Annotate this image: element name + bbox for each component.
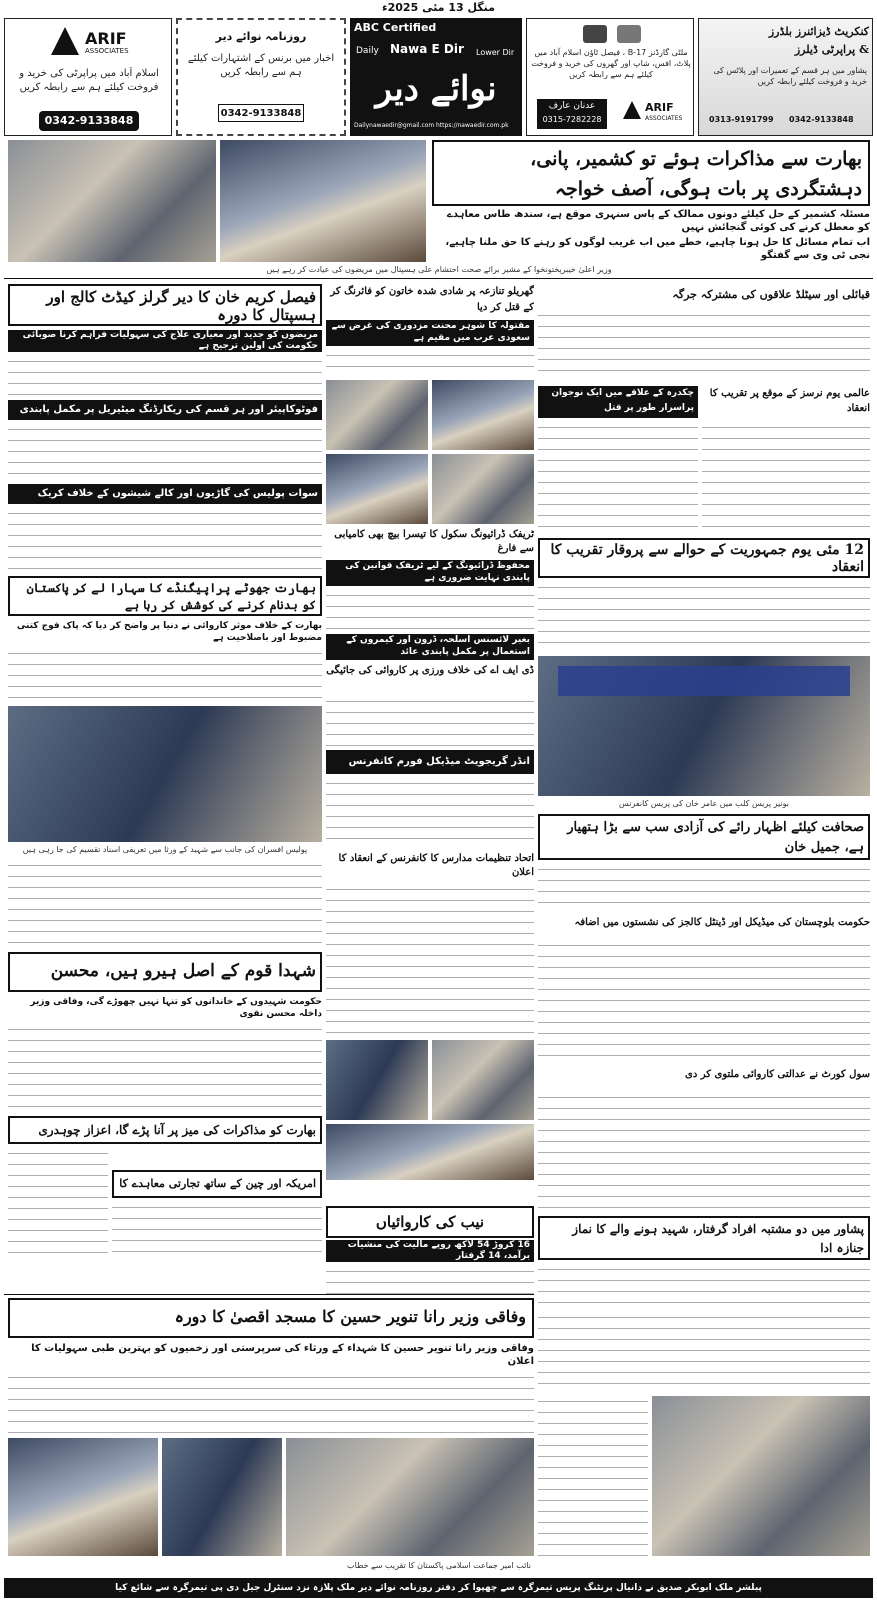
article-medical-body [326,778,534,848]
article-nasheed-body [702,422,870,532]
arif-phone: 0342-9133848 [39,111,139,131]
masthead-name-en: Nawa E Dir [390,42,464,56]
headline-wazir-sub: وفاقی وزیر رانا تنویر حسین کا شہداء کے ورثاء کی سرپرستی اور زخمیوں کو بہترین طبی سہولیات کا اعلان [31,1343,534,1367]
police-photo [8,706,322,842]
headline-america: امریکہ اور چین کے ساتھ تجارتی معاہدے کا [112,1170,322,1198]
ceremony-photo-2 [432,1040,534,1120]
bottom-photo-2 [162,1438,282,1556]
builders-phone2: 0342-9133848 [789,115,854,124]
headline-nab-sub: 16 کروڑ 54 لاکھ روپے مالیت کی منشیات برآمد، 14 گرفتار [326,1240,534,1262]
headline-peshawar: پشاور میں دو مشتبہ افراد گرفتار، شہید ہونے والے کا نماز جنازہ ادا [538,1216,870,1260]
caption-bottom: نائب امیر جماعت اسلامی پاکستان کا تقریب سے خطاب [347,1561,531,1570]
headline-janaza: چکدرہ کے علاقے میں ایک نوجوان پراسرار طور پر قتل [538,386,698,418]
headline-hukumat: حکومت بلوچستان کی میڈیکل اور ڈینٹل کالجز کی نشستوں میں اضافہ [574,917,870,928]
headline-shohada: شہدا قوم کے اصل ہیرو ہیں، محسن [8,952,322,992]
article-court-body [538,1092,870,1212]
footer-imprint: پبلشر ملک ابوبکر صدیق نے دانیال پرنٹنگ پریس تیمرگرہ سے چھپوا کر دفتر روزنامہ نوائے دیر ملک پلازہ نزد سنٹرل جیل دی پی تیمرگرہ سے شائع کیا [4,1578,873,1598]
headline-nasheed: عالمی یوم نرسز کے موقع پر تقریب کا انعقاد [709,388,870,414]
article-peshawar-body [538,1264,870,1308]
headline-nab: نیب کی کاروائیاں [326,1206,534,1238]
arif-sub: ASSOCIATES [85,47,129,55]
arif-text: اسلام آباد میں پراپرٹی کی خرید و فروخت کیلئے ہم سے رابطہ کریں [19,68,159,93]
property-brand-sub: ASSOCIATES [645,115,683,122]
headline-court: سول کورٹ نے عدالتی کاروائی ملتوی کر دی [685,1069,870,1080]
masthead-daily: Daily [356,46,379,56]
headline-chakdara: قبائلی اور سیٹلڈ علاقوں کی مشترکہ جرگہ [672,288,870,301]
article-dora-body [8,356,322,396]
article-left-mid [8,860,322,946]
caption-press-club: بونیر پریس کلب میں عامر خان کی پریس کانفرنس [619,799,789,808]
property-brand: ARIF [645,101,674,114]
property-arif-icon [623,101,641,119]
press-club-banner [558,666,850,696]
training-photo-1 [326,380,428,450]
headline-shohada-sub: حکومت شہیدوں کے خاندانوں کو تنہا نہیں چھوڑے گی، وفاقی وزیر داخلہ محسن نقوی [30,997,322,1019]
nawa-ad-text: اخبار میں برنس کے اشتہارات کیلئے ہم سے رابطہ کریں [187,53,335,78]
article-khan-body [538,864,870,908]
builders-text: پشاور میں ہر قسم کے تعمیرات اور پلاٹس کی خرید و فروخت کیلئے رابطہ کریں [713,66,867,86]
ad-builders [698,18,873,136]
headline-jumhuriat: 12 مئی یوم جمہوریت کے حوالے سے پروقار تقریب کا انعقاد [538,538,870,578]
headline-traffic: ٹریفک ڈرائیونگ سکول کا تیسرا بیچ بھی کامیابی سے فارغ [334,529,534,554]
ad-nawa-e-dir [176,18,346,136]
nawa-ad-title: روزنامہ نوائے دیر [215,30,307,43]
training-photo-3 [326,454,428,524]
article-ceremony-body [326,950,534,1036]
caption-police-photo: پولیس افسران کی جانب سے شہید کے ورثا میں تعریفی اسناد تقسیم کی جا رہی ہیں [22,845,308,854]
headline-dora: فیصل کریم خان کا دیر گرلز کیڈٹ کالج اور ہسپتال کا دورہ [8,284,322,326]
property-logo-icon [583,25,607,43]
article-shohada-body [8,1024,322,1112]
builders-phone1: 0313-9191799 [709,115,774,124]
property-text: ملٹی گارڈنز B-17 ، فیصل ٹاؤن اسلام آباد میں پلاٹ، افس، شاپ اور گھروں کی خرید و فروخت کیلئے ہم سے رابطہ کریں [531,48,691,79]
article-jumhuriat-body [538,582,870,652]
bottom-photo-3 [286,1438,534,1556]
headline-talks: بھارت کو مذاکرات کی میز پر آنا پڑے گا، اعزاز چوہدری [8,1116,322,1144]
caption-top-photo: وزیر اعلیٰ خیبرپختونخوا کے مشیر برائے صحت احتشام علی ہسپتال میں مریضوں کی عیادت کر رہے ہیں [266,265,612,274]
property-contact [537,99,607,129]
ad-property [526,18,694,136]
headline-swat: سوات پولیس کی گاڑیوں اور کالے شیشوں کے خلاف کریک [8,484,322,504]
article-right-lower [538,1312,870,1392]
arif-brand: ARIF [85,29,127,48]
article-wazir-body [8,1372,534,1434]
masthead-email: Dailynawaedir@gmail.com [354,122,434,129]
headline-gharelu: گھریلو تنازعہ پر شادی شدہ خاتون کو فائرنگ کر کے قتل کر دیا [330,286,534,313]
lead-photo-right [220,140,426,262]
article-chakdara-body [538,310,870,380]
masthead-lower-dir: Lower Dir [476,48,515,57]
property-phone: 0315-7282228 [542,115,602,124]
masthead [350,18,522,136]
article-janaza-body [538,422,698,532]
headline-wazir: وفاقی وزیر رانا تنویر حسین کا مسجد اقصیٰ کا دورہ [8,1298,534,1338]
lead-headline: بھارت سے مذاکرات ہوئے تو کشمیر، پانی، دہشتگردی پر بات ہوگی، آصف خواجہ [432,140,870,206]
article-hukumat-body [538,940,870,1060]
training-photo-2 [432,380,534,450]
headline-dora-sub: مریضوں کو جدید اور معیاری علاج کی سہولیات فراہم کرنا صوبائی حکومت کی اولین ترجیح ہے [8,330,322,352]
article-dfa-body [326,696,534,746]
divider [4,1294,534,1295]
lead-sub2: اب تمام مسائل کا حل ہونا چاہیے، خطے میں اب غریب لوگوں کو رہنے کا حق ملنا چاہیے، نجی ٹی وی سے گفتگو [445,237,870,261]
headline-photo-ban: فوٹوکاپیئر اور ہر قسم کی ریکارڈنگ میٹیریل پر مکمل پابندی [8,400,322,420]
article-america-body [112,1202,322,1258]
article-swat-body [8,508,322,572]
headline-medical: انڈر گریجویٹ میڈیکل فورم کانفرنس [326,750,534,774]
headline-bharat-sub: بھارت کے خلاف موثر کاروائی نے دنیا پر واضح کر دیا کہ پاک فوج کتنی مضبوط اور باصلاحیت ہے [16,621,322,643]
property-name: عدنان عارف [548,101,596,111]
group-photo [652,1396,870,1556]
article-traffic-body [326,590,534,630]
ad-arif-associates-left [4,18,172,136]
headline-maqtoola: مقتولہ کا شوہر محنت مزدوری کی غرض سے سعودی عرب میں مقیم ہے [326,320,534,346]
training-photo-4 [432,454,534,524]
headline-bharat: بھارت جھوٹے پراپیگنڈے کا سہارا لے کر پاکستان کو بدنام کرنے کی کوشش کر رہا ہے [8,576,322,616]
divider [4,278,873,279]
bottom-photo-1 [8,1438,158,1556]
article-talks-body [8,1148,108,1258]
article-photo-ban-body [8,424,322,480]
lead-sub1: مسئلہ کشمیر کے حل کیلئے دونوں ممالک کے پاس سنہری موقع ہے، سندھ طاس معاہدے کو معطل کرنے کی کوئی گنجائش نہیں [446,209,870,233]
builders-title2: & پراپرٹی ڈیلرز [794,43,869,56]
masthead-name-ur: نوائے دیر [375,69,497,109]
masthead-web: https://nawaedir.com.pk [436,122,509,129]
ceremony-photo-1 [326,1040,428,1120]
abc-certified: ABC Certified [354,21,437,34]
article-gharelu-body [326,350,534,376]
article-bharat-body [8,648,322,702]
headline-khan: صحافت کیلئے اظہار رائے کی آزادی سب سے بڑا ہتھیار ہے، جمیل خان [538,814,870,860]
issue-date: منگل 13 مئی 2025ء [381,1,495,14]
press-club-photo [538,656,870,796]
lead-photo-left [8,140,216,262]
property-logo2-icon [617,25,641,43]
arif-logo-icon [51,27,79,55]
builders-title: کنکریٹ ڈیزائنرز بلڈرز [768,25,869,38]
headline-dfa: ڈی ایف اے کی خلاف ورزی پر کاروائی کی جائیگی [326,665,534,676]
headline-drone: بغیر لائسنس اسلحہ، ڈرون اور کیمروں کے استعمال پر مکمل پابندی عائد [326,634,534,660]
ceremony-photo-3 [326,1124,534,1180]
headline-motor: محفوظ ڈرائیونگ کے لیے ٹریفک قوانین کی پابندی نہایت ضروری ہے [326,560,534,586]
nawa-ad-phone: 0342-9133848 [218,104,304,122]
article-group-side [538,1396,648,1556]
article-tahreek-body [326,884,534,946]
headline-tahreek: اتحاد تنظیمات مدارس کا کانفرنس کے انعقاد کا اعلان [338,853,534,878]
